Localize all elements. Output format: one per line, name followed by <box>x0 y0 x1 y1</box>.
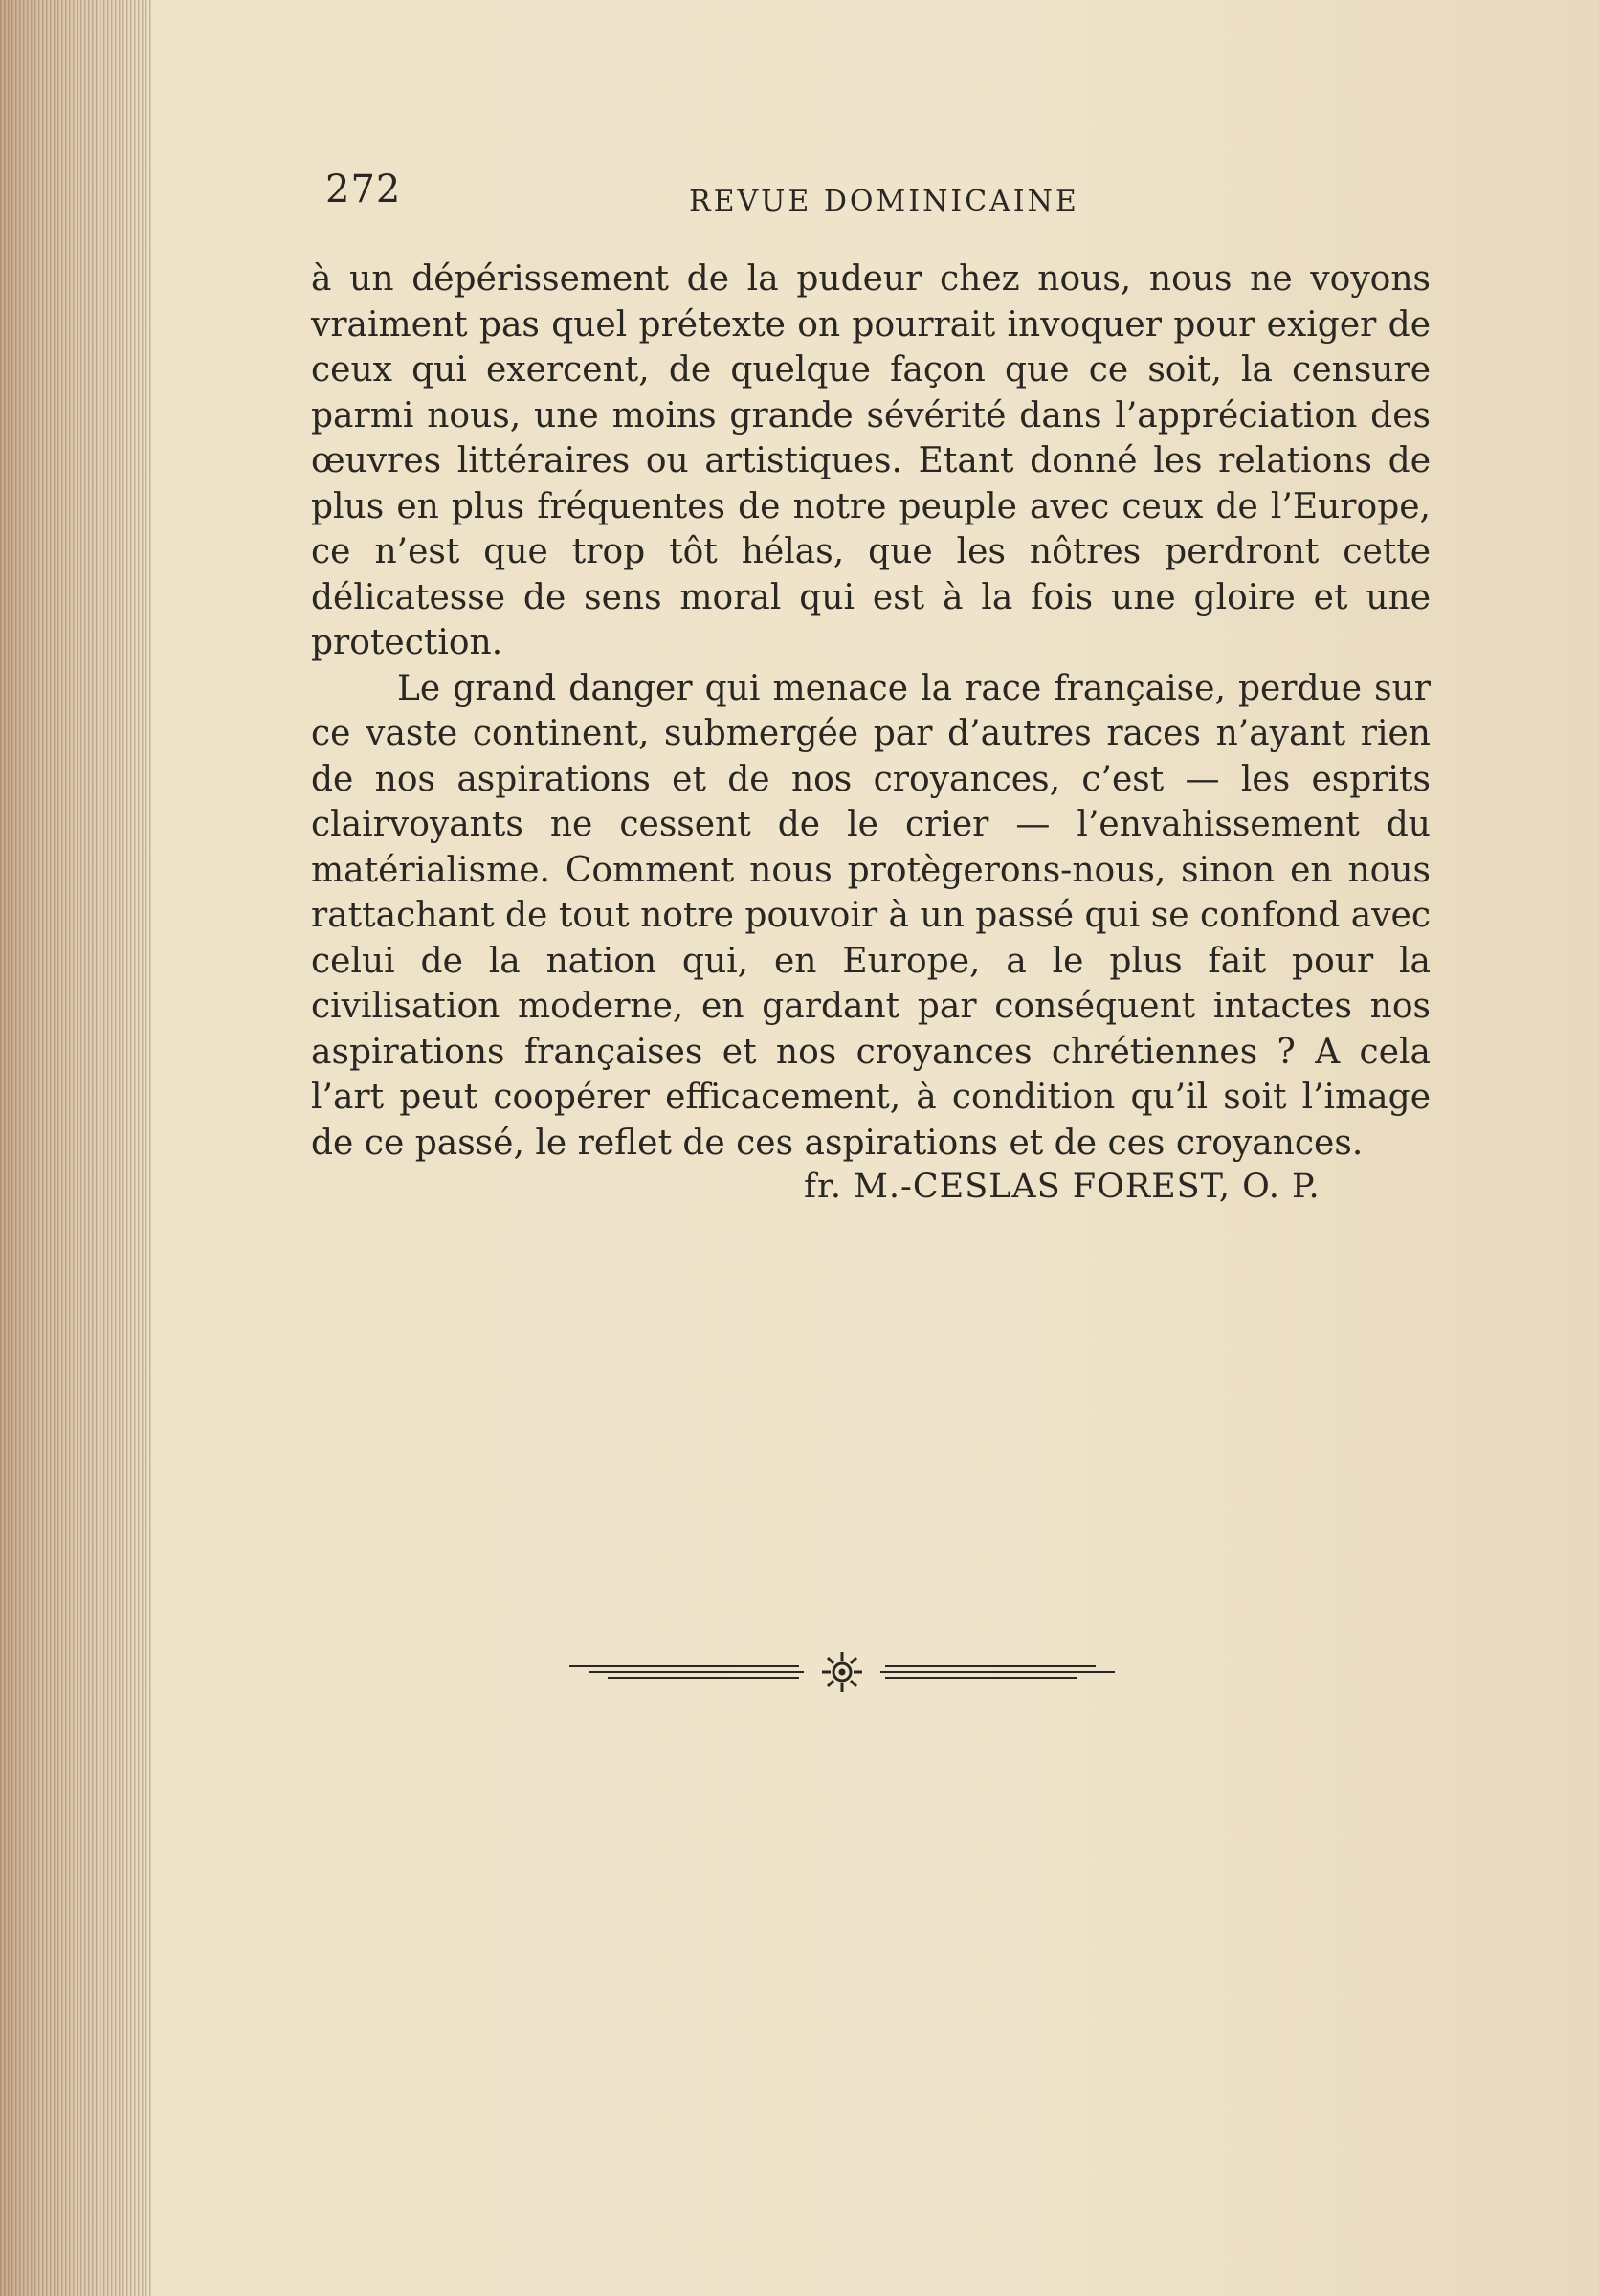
page-number: 272 <box>325 167 402 212</box>
body-text <box>311 256 1431 1166</box>
ornament-sun-icon <box>822 1652 862 1692</box>
paragraph-2: Le grand danger qui menace la race française, perdue sur ce vaste continent, submergée par d’autres races n’ayant rien de nos aspirations et de nos croyances, c’est — les esprits clairvoyants ne cessent de le crier — l’envahissement du matérialisme. Comment nous protègerons-nous, sinon en nous rattachant de tout notre pouvoir à un passé qui se confond avec celui de la nation qui, en Europe, a le plus fait pour la civilisation moderne, en gardant par conséquent intactes nos aspirations françaises et nos croyances chrétiennes ? A cela l’art peut coopérer efficacement, à condition qu’il soit l’image de ce passé, le reflet de ces aspirations et de ces croyances. <box>311 668 1431 1163</box>
page-header <box>325 167 1435 225</box>
ornament-right-rules <box>880 1666 1115 1678</box>
author-signature: fr. M.-CESLAS FOREST, O. P. <box>804 1168 1321 1206</box>
page-edges-binding <box>0 0 153 2296</box>
ornament-left-rules <box>569 1666 804 1678</box>
running-head: REVUE DOMINICAINE <box>689 185 1079 218</box>
paragraph-1: à un dépérissement de la pudeur chez nous, nous ne voyons vraiment pas quel prétexte on pourrait invoquer pour exiger de ceux qui exercent, de quelque façon que ce soit, la censure parmi nous, une moins grande sévérité dans l’appréciation des œuvres littéraires ou artistiques. Etant donné les relations de plus en plus fréquentes de notre peuple avec ceux de l’Europe, ce n’est que trop tôt hélas, que les nôtres perdront cette délicatesse de sens moral qui est à la fois une gloire et une protection. <box>311 259 1431 662</box>
ornament-divider <box>560 1648 1124 1696</box>
